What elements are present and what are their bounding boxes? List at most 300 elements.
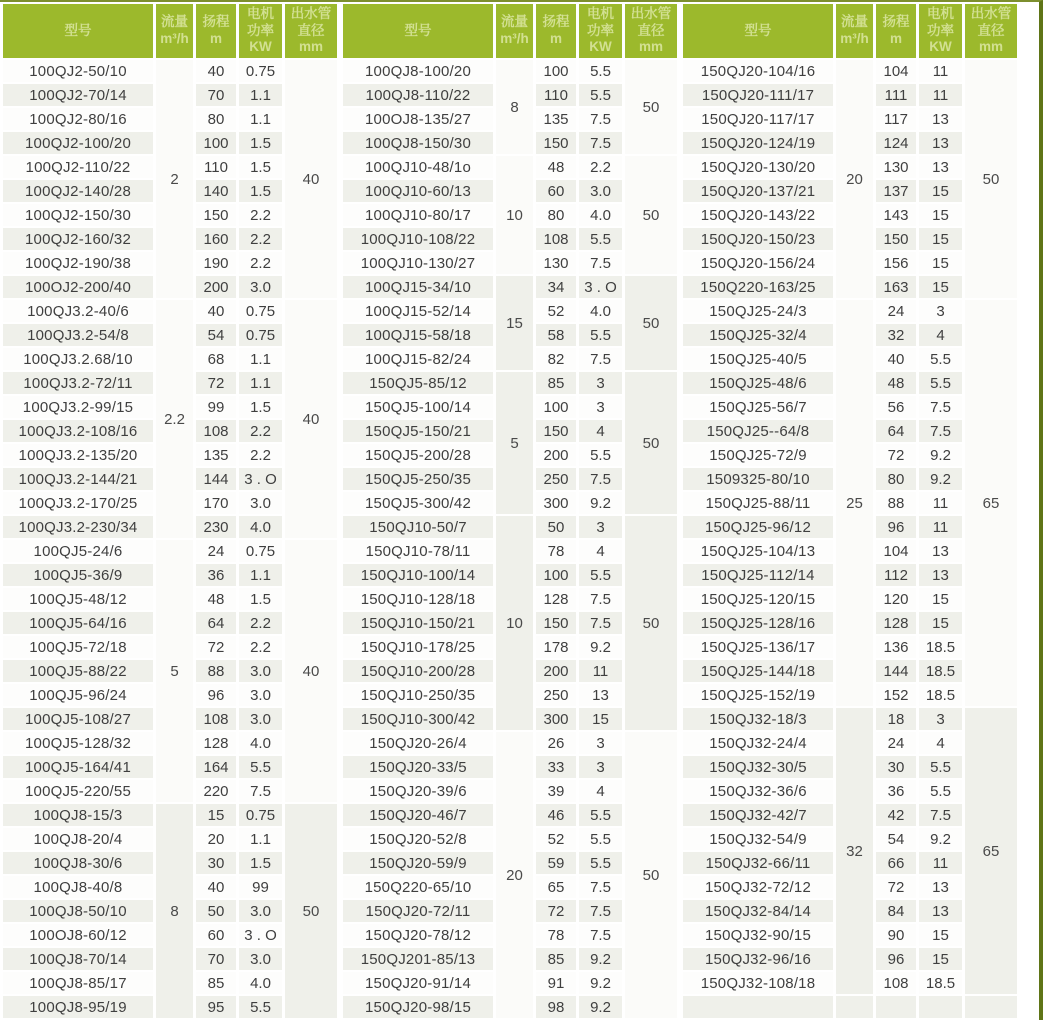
spec-row — [343, 372, 677, 394]
head-cell: 24 — [876, 732, 916, 754]
head-cell: 42 — [876, 804, 916, 826]
power-cell: 3 — [579, 732, 622, 754]
power-cell: 13 — [919, 900, 962, 922]
model-cell: 150QJ5-85/12 — [343, 372, 493, 394]
model-cell: 100QJ5-88/22 — [3, 660, 153, 682]
model-cell: 150QJ25-88/11 — [683, 492, 833, 514]
head-cell: 150 — [536, 420, 576, 442]
col-header-model — [343, 4, 493, 58]
power-cell: 7.5 — [239, 780, 282, 802]
model-cell: 100QJ2-140/28 — [3, 180, 153, 202]
head-cell: 48 — [536, 156, 576, 178]
power-cell: 3 . O — [239, 924, 282, 946]
model-cell: 150QJ5-100/14 — [343, 396, 493, 418]
power-cell: 5.5 — [919, 372, 962, 394]
model-cell: 100QJ3.2-108/16 — [3, 420, 153, 442]
spec-row — [343, 732, 677, 754]
model-cell: 100OJ8-135/27 — [343, 108, 493, 130]
power-cell: 1.1 — [239, 108, 282, 130]
spec-row — [343, 156, 677, 178]
power-cell: 1.5 — [239, 852, 282, 874]
head-cell: 50 — [196, 900, 236, 922]
model-cell: 100OJ8-60/12 — [3, 924, 153, 946]
col-header-line: 电机 — [247, 5, 274, 21]
head-cell: 18 — [876, 708, 916, 730]
power-cell: 15 — [919, 228, 962, 250]
power-cell: 3 . O — [579, 276, 622, 298]
col-header-line: mm — [638, 39, 663, 55]
head-cell: 108 — [876, 972, 916, 994]
header-row — [3, 4, 337, 58]
model-cell: 100QJ5-128/32 — [3, 732, 153, 754]
flow-merged-cell: 10 — [496, 516, 533, 730]
head-cell: 128 — [196, 732, 236, 754]
power-cell: 0.75 — [239, 804, 282, 826]
head-cell: 30 — [196, 852, 236, 874]
head-cell: 90 — [876, 924, 916, 946]
head-cell: 40 — [196, 876, 236, 898]
power-cell: 5.5 — [919, 780, 962, 802]
head-cell: 58 — [536, 324, 576, 346]
power-cell: 5.5 — [579, 564, 622, 586]
power-cell: 5.5 — [579, 60, 622, 82]
model-cell: 100QJ10-48/1o — [343, 156, 493, 178]
model-cell: 100QJ15-58/18 — [343, 324, 493, 346]
model-cell: 150QJ5-150/21 — [343, 420, 493, 442]
head-cell: 100 — [536, 564, 576, 586]
head-cell: 40 — [196, 60, 236, 82]
model-cell: 100QJ3.2-135/20 — [3, 444, 153, 466]
power-cell: 11 — [919, 516, 962, 538]
model-cell: 150QJ10-50/7 — [343, 516, 493, 538]
head-cell: 24 — [196, 540, 236, 562]
power-cell: 5.5 — [579, 324, 622, 346]
head-cell: 96 — [876, 516, 916, 538]
power-cell: 3.0 — [239, 492, 282, 514]
power-cell: 11 — [919, 492, 962, 514]
pipe-merged-cell: 65 — [965, 300, 1017, 706]
power-cell: 4.0 — [239, 732, 282, 754]
model-cell: 100QJ3.2-99/15 — [3, 396, 153, 418]
head-cell: 120 — [876, 588, 916, 610]
head-cell: 78 — [536, 540, 576, 562]
model-cell: 100QJ5-36/9 — [3, 564, 153, 586]
model-cell: 150QJ10-78/11 — [343, 540, 493, 562]
model-cell: 100QJ10-108/22 — [343, 228, 493, 250]
power-cell: 3 — [579, 372, 622, 394]
model-cell: 150QJ20-78/12 — [343, 924, 493, 946]
head-cell: 150 — [196, 204, 236, 226]
model-cell: 150QJ32-42/7 — [683, 804, 833, 826]
head-cell: 60 — [196, 924, 236, 946]
power-cell: 1.1 — [239, 348, 282, 370]
model-cell: 100QJ10-60/13 — [343, 180, 493, 202]
model-cell: 150QJ25-152/19 — [683, 684, 833, 706]
power-cell: 9.2 — [579, 996, 622, 1018]
model-cell: 150QJ20-72/11 — [343, 900, 493, 922]
head-cell: 78 — [536, 924, 576, 946]
head-cell: 108 — [196, 420, 236, 442]
model-cell: 150QJ32-84/14 — [683, 900, 833, 922]
pipe-merged-cell: 40 — [285, 540, 337, 802]
head-cell: 30 — [876, 756, 916, 778]
model-cell: 100QJ5-72/18 — [3, 636, 153, 658]
head-cell: 59 — [536, 852, 576, 874]
col-header-line: 扬程 — [542, 14, 570, 30]
model-cell: 150QJ5-250/35 — [343, 468, 493, 490]
model-cell: 150QJ25-128/16 — [683, 612, 833, 634]
power-cell: 2.2 — [239, 612, 282, 634]
head-cell: 80 — [876, 468, 916, 490]
model-cell: 150QJ20-130/20 — [683, 156, 833, 178]
power-cell: 15 — [919, 276, 962, 298]
power-cell: 13 — [919, 564, 962, 586]
power-cell: 13 — [919, 156, 962, 178]
col-header-line: 功率 — [247, 22, 274, 38]
model-cell: 100QJ3.2-54/8 — [3, 324, 153, 346]
power-cell: 5.5 — [579, 828, 622, 850]
model-cell: 100QJ15-52/14 — [343, 300, 493, 322]
head-cell: 144 — [196, 468, 236, 490]
col-header-power — [239, 4, 282, 58]
col-header-pipe — [285, 4, 337, 58]
spec-row — [3, 60, 337, 82]
col-header-line: 功率 — [927, 22, 954, 38]
col-header-flow — [156, 4, 193, 58]
head-cell: 96 — [196, 684, 236, 706]
model-cell: 100QJ8-95/19 — [3, 996, 153, 1018]
col-header-line: 直径 — [977, 22, 1005, 38]
power-cell: 9.2 — [579, 492, 622, 514]
head-cell: 100 — [536, 60, 576, 82]
model-cell: 100QJ8-100/20 — [343, 60, 493, 82]
model-cell: 150QJ10-100/14 — [343, 564, 493, 586]
model-cell: 150QJ25-48/6 — [683, 372, 833, 394]
power-cell: 7.5 — [579, 612, 622, 634]
power-cell: 15 — [919, 924, 962, 946]
spec-row — [343, 60, 677, 82]
pipe-cell-empty — [965, 996, 1017, 1018]
head-cell: 96 — [876, 948, 916, 970]
power-cell: 13 — [579, 684, 622, 706]
pipe-merged-cell: 50 — [625, 276, 677, 370]
flow-merged-cell: 8 — [496, 60, 533, 154]
col-header-head — [196, 4, 236, 58]
col-header-line: 扬程 — [202, 14, 230, 30]
model-cell: 150QJ32-90/15 — [683, 924, 833, 946]
model-cell: 100QJ5-220/55 — [3, 780, 153, 802]
model-cell: 150QJ25-104/13 — [683, 540, 833, 562]
head-cell: 110 — [536, 84, 576, 106]
pump-table-group-1 — [0, 2, 340, 1020]
model-cell: 150QJ32-18/3 — [683, 708, 833, 730]
model-cell: 100QJ3.2.68/10 — [3, 348, 153, 370]
head-cell: 104 — [876, 60, 916, 82]
power-cell: 5.5 — [919, 756, 962, 778]
col-header-flow — [496, 4, 533, 58]
col-header-head — [536, 4, 576, 58]
head-cell: 88 — [876, 492, 916, 514]
head-cell-empty — [876, 996, 916, 1018]
power-cell: 4 — [919, 732, 962, 754]
power-cell-empty — [919, 996, 962, 1018]
col-header-line: m — [549, 31, 562, 46]
head-cell: 111 — [876, 84, 916, 106]
head-cell: 152 — [876, 684, 916, 706]
power-cell: 2.2 — [239, 204, 282, 226]
head-cell: 250 — [536, 684, 576, 706]
col-header-line: 流量 — [501, 14, 528, 30]
head-cell: 100 — [536, 396, 576, 418]
power-cell: 7.5 — [579, 588, 622, 610]
power-cell: 15 — [919, 180, 962, 202]
head-cell: 220 — [196, 780, 236, 802]
model-cell: 100QJ3.2-144/21 — [3, 468, 153, 490]
flow-merged-cell: 32 — [836, 708, 873, 994]
model-cell: 150QJ20-98/15 — [343, 996, 493, 1018]
power-cell: 7.5 — [579, 900, 622, 922]
power-cell: 1.1 — [239, 564, 282, 586]
power-cell: 7.5 — [579, 132, 622, 154]
power-cell: 5.5 — [239, 996, 282, 1018]
pump-table-group-3 — [680, 2, 1020, 1020]
head-cell: 72 — [876, 444, 916, 466]
col-header-line: KW — [249, 39, 272, 55]
spec-row — [343, 276, 677, 298]
model-cell: 150QJ25-32/4 — [683, 324, 833, 346]
col-header-line: m³/h — [160, 31, 189, 46]
head-cell: 48 — [876, 372, 916, 394]
power-cell: 15 — [919, 252, 962, 274]
head-cell: 98 — [536, 996, 576, 1018]
model-cell: 150QJ25-24/3 — [683, 300, 833, 322]
head-cell: 34 — [536, 276, 576, 298]
model-cell: 150QJ5-200/28 — [343, 444, 493, 466]
head-cell: 40 — [196, 300, 236, 322]
power-cell: 5.5 — [579, 852, 622, 874]
flow-merged-cell: 8 — [156, 804, 193, 1018]
head-cell: 170 — [196, 492, 236, 514]
head-cell: 64 — [876, 420, 916, 442]
model-cell: 100QJ8-70/14 — [3, 948, 153, 970]
power-cell: 1.5 — [239, 180, 282, 202]
flow-merged-cell: 20 — [836, 60, 873, 298]
head-cell: 110 — [196, 156, 236, 178]
col-header-line: m³/h — [500, 31, 529, 46]
model-cell: 150QJ25-112/14 — [683, 564, 833, 586]
power-cell: 3.0 — [239, 900, 282, 922]
col-header-line: 型号 — [744, 22, 772, 38]
power-cell: 2.2 — [239, 252, 282, 274]
power-cell: 18.5 — [919, 684, 962, 706]
model-cell: 100QJ8-15/3 — [3, 804, 153, 826]
power-cell: 5.5 — [239, 756, 282, 778]
power-cell: 5.5 — [579, 84, 622, 106]
head-cell: 24 — [876, 300, 916, 322]
power-cell: 13 — [919, 132, 962, 154]
power-cell: 9.2 — [919, 444, 962, 466]
model-cell: 150Q220-163/25 — [683, 276, 833, 298]
model-cell: 100QJ3.2-40/6 — [3, 300, 153, 322]
model-cell: 150QJ20-52/8 — [343, 828, 493, 850]
head-cell: 156 — [876, 252, 916, 274]
head-cell: 95 — [196, 996, 236, 1018]
power-cell: 1.1 — [239, 828, 282, 850]
col-header-pipe — [965, 4, 1017, 58]
col-header-line: 电机 — [927, 5, 954, 21]
model-cell: 150QJ25-72/9 — [683, 444, 833, 466]
model-cell: 100QJ8-85/17 — [3, 972, 153, 994]
model-cell: 100QJ3.2-170/25 — [3, 492, 153, 514]
power-cell: 4 — [579, 780, 622, 802]
model-cell: 150QJ20-124/19 — [683, 132, 833, 154]
model-cell: 100QJ2-160/32 — [3, 228, 153, 250]
col-header-line: 流量 — [161, 14, 188, 30]
col-header-line: mm — [298, 39, 323, 55]
pipe-merged-cell: 50 — [625, 60, 677, 154]
power-cell: 0.75 — [239, 324, 282, 346]
head-cell: 68 — [196, 348, 236, 370]
pipe-merged-cell: 50 — [625, 372, 677, 514]
col-header-line: 出水管 — [630, 5, 672, 21]
col-header-line: 直径 — [637, 22, 665, 38]
col-header-head — [876, 4, 916, 58]
head-cell: 135 — [536, 108, 576, 130]
power-cell: 4 — [919, 324, 962, 346]
col-header-flow — [836, 4, 873, 58]
head-cell: 143 — [876, 204, 916, 226]
head-cell: 150 — [876, 228, 916, 250]
model-cell: 150QJ20-59/9 — [343, 852, 493, 874]
power-cell: 5.5 — [579, 804, 622, 826]
power-cell: 3.0 — [239, 684, 282, 706]
col-header-line: 直径 — [297, 22, 325, 38]
head-cell: 140 — [196, 180, 236, 202]
model-cell: 150QJ25-96/12 — [683, 516, 833, 538]
flow-merged-cell: 20 — [496, 732, 533, 1018]
head-cell: 70 — [196, 84, 236, 106]
power-cell: 99 — [239, 876, 282, 898]
model-cell: 100QJ8-110/22 — [343, 84, 493, 106]
flow-merged-cell: 5 — [156, 540, 193, 802]
power-cell: 2.2 — [239, 420, 282, 442]
head-cell: 190 — [196, 252, 236, 274]
head-cell: 137 — [876, 180, 916, 202]
power-cell: 4.0 — [239, 972, 282, 994]
head-cell: 39 — [536, 780, 576, 802]
model-cell: 100QJ2-50/10 — [3, 60, 153, 82]
power-cell: 3.0 — [239, 276, 282, 298]
head-cell: 72 — [196, 636, 236, 658]
power-cell: 0.75 — [239, 540, 282, 562]
col-header-line: 功率 — [587, 22, 614, 38]
power-cell: 5.5 — [579, 444, 622, 466]
power-cell: 7.5 — [579, 924, 622, 946]
spec-row — [683, 708, 1017, 730]
model-cell: 100QJ10-80/17 — [343, 204, 493, 226]
model-cell: 150QJ10-178/25 — [343, 636, 493, 658]
model-cell: 100QJ8-40/8 — [3, 876, 153, 898]
model-cell: 100QJ2-100/20 — [3, 132, 153, 154]
col-header-line: 型号 — [64, 22, 92, 38]
power-cell: 4.0 — [239, 516, 282, 538]
flow-merged-cell: 2.2 — [156, 300, 193, 538]
col-header-line: KW — [929, 39, 952, 55]
head-cell: 26 — [536, 732, 576, 754]
head-cell: 112 — [876, 564, 916, 586]
power-cell: 3 — [919, 708, 962, 730]
head-cell: 160 — [196, 228, 236, 250]
model-cell: 150QJ32-24/4 — [683, 732, 833, 754]
head-cell: 300 — [536, 492, 576, 514]
model-cell: 100QJ15-82/24 — [343, 348, 493, 370]
model-cell: 100QJ5-64/16 — [3, 612, 153, 634]
power-cell: 18.5 — [919, 972, 962, 994]
col-header-line: 流量 — [841, 14, 868, 30]
col-header-line: KW — [589, 39, 612, 55]
col-header-power — [579, 4, 622, 58]
power-cell: 2.2 — [579, 156, 622, 178]
power-cell: 4.0 — [579, 204, 622, 226]
model-cell: 100QJ2-190/38 — [3, 252, 153, 274]
head-cell: 200 — [536, 660, 576, 682]
power-cell: 5.5 — [579, 228, 622, 250]
power-cell: 7.5 — [579, 876, 622, 898]
head-cell: 80 — [196, 108, 236, 130]
pipe-merged-cell: 40 — [285, 300, 337, 538]
model-cell: 100QJ5-24/6 — [3, 540, 153, 562]
power-cell: 3 — [579, 396, 622, 418]
head-cell: 99 — [196, 396, 236, 418]
power-cell: 5.5 — [919, 348, 962, 370]
power-cell: 3 — [919, 300, 962, 322]
power-cell: 3.0 — [239, 660, 282, 682]
col-header-pipe — [625, 4, 677, 58]
head-cell: 85 — [536, 948, 576, 970]
col-header-line: 电机 — [587, 5, 614, 21]
power-cell: 11 — [579, 660, 622, 682]
power-cell: 3.0 — [239, 948, 282, 970]
head-cell: 230 — [196, 516, 236, 538]
head-cell: 80 — [536, 204, 576, 226]
power-cell: 2.2 — [239, 228, 282, 250]
head-cell: 66 — [876, 852, 916, 874]
power-cell: 1.5 — [239, 156, 282, 178]
head-cell: 128 — [876, 612, 916, 634]
head-cell: 117 — [876, 108, 916, 130]
power-cell: 2.2 — [239, 636, 282, 658]
head-cell: 33 — [536, 756, 576, 778]
power-cell: 0.75 — [239, 300, 282, 322]
header-row — [343, 4, 677, 58]
power-cell: 11 — [919, 84, 962, 106]
model-cell: 150QJ25-136/17 — [683, 636, 833, 658]
model-cell: 150QJ25-56/7 — [683, 396, 833, 418]
model-cell: 150QJ32-66/11 — [683, 852, 833, 874]
col-header-line: 出水管 — [970, 5, 1012, 21]
model-cell: 100QJ5-48/12 — [3, 588, 153, 610]
pipe-merged-cell: 50 — [965, 60, 1017, 298]
model-cell: 150QJ20-33/5 — [343, 756, 493, 778]
model-cell: 100QJ3.2-230/34 — [3, 516, 153, 538]
power-cell: 3 . O — [239, 468, 282, 490]
pipe-merged-cell: 65 — [965, 708, 1017, 994]
head-cell: 72 — [536, 900, 576, 922]
head-cell: 135 — [196, 444, 236, 466]
spec-row — [683, 300, 1017, 322]
model-cell: 150QJ10-128/18 — [343, 588, 493, 610]
model-cell: 150QJ20-156/24 — [683, 252, 833, 274]
